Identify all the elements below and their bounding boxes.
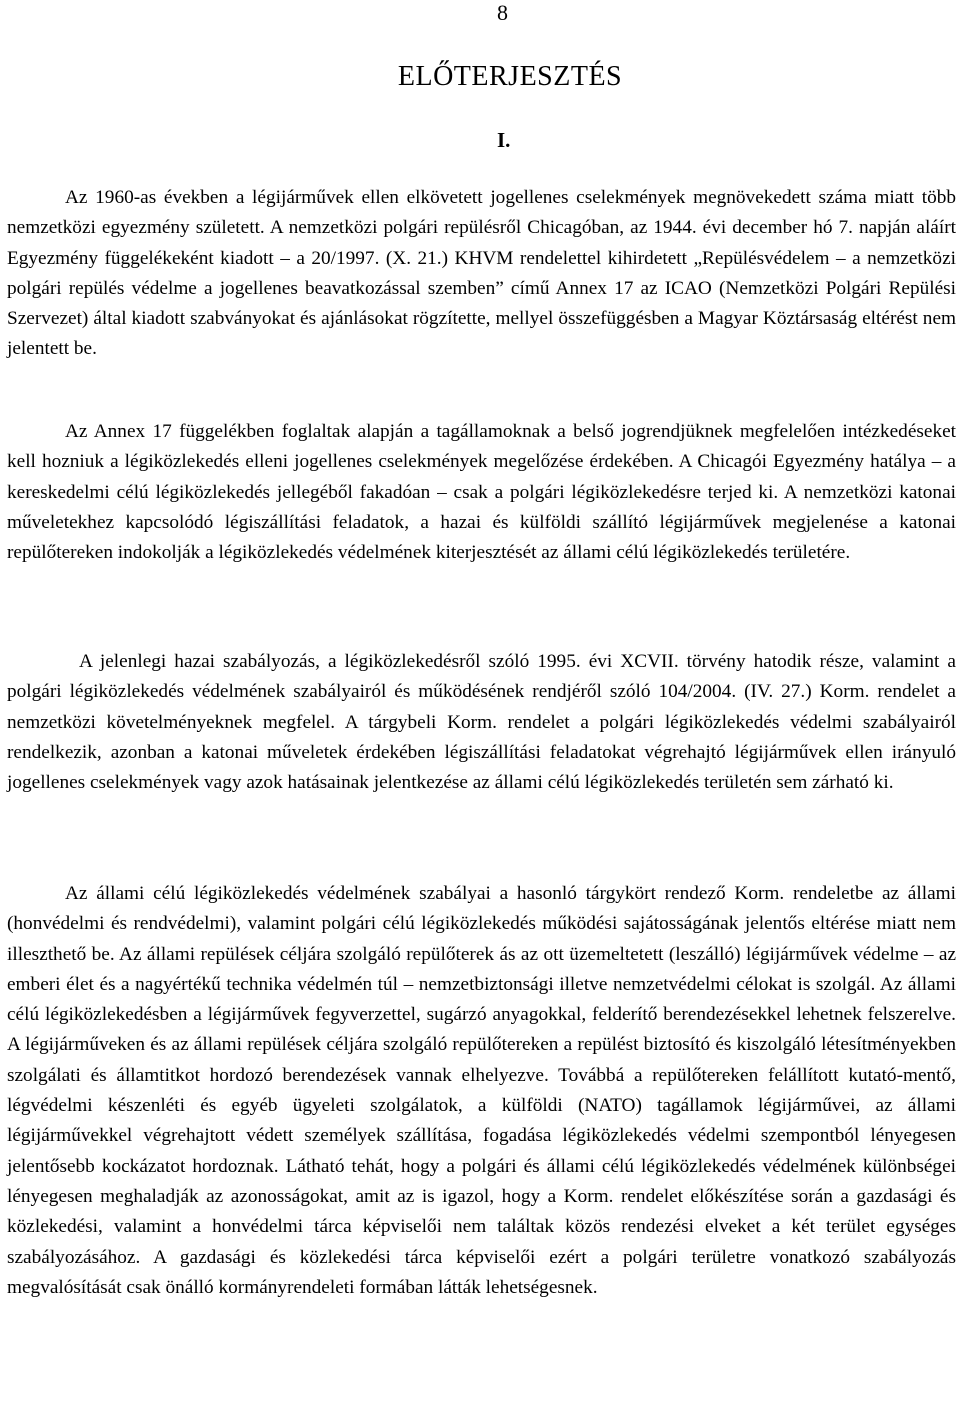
section-number: I. [497,128,511,152]
paragraph-1: Az 1960-as években a légijárművek ellen elkövetett jogellenes cselekmények megnövekedett száma miatt több nemzetközi egyezmény született. A nemzetközi polgári repülésről Chicagóban, az 1944. évi december hó 7. napján aláírt Egyezmény függelékeként kiadott – a 20/1997. (X. 21.) KHVM rendelettel kihirdetett „Repülésvédelem – a nemzetközi polgári repülés védelme a jogellenes beavatkozással szemben” című Annex 17 az ICAO (Nemzetközi Polgári Repülési Szervezet) által kiadott szabványokat és ajánlásokat rögzítette, mellyel összefüggésben a Magyar Köztársaság eltérést nem jelentett be. [7,187,956,360]
document-title: ELŐTERJESZTÉS [397,61,623,92]
paragraph-3: A jelenlegi hazai szabályozás, a légiközlekedésről szóló 1995. évi XCVII. törvény hatodik része, valamint a polgári légiközlekedés védelmének szabályairól és működésének rendjéről szóló 104/2004. (IV. 27.) Korm. rendelet a nemzetközi követelményeknek megfelel. A tárgybeli Korm. rendelet a polgári légiközlekedés védelmi szabályairól rendelkezik, azonban a katonai műveletek érdekében légiszállítási feladatokat végrehajtó légijárművek ellen irányuló jogellenes cselekmények vagy azok hatásainak jelentkezése az állami célú légiközlekedés területén sem zárható ki. [7,651,956,794]
paragraph-4: Az állami célú légiközlekedés védelmének szabályai a hasonló tárgykört rendező Korm. rendeletbe az állami (honvédelmi és rendvédelmi), valamint polgári célú légiközlekedés működési sajátosságának jelentős eltérése miatt nem illeszthető be. Az állami repülések céljára szolgáló repülőterek ás az ott üzemeltetett (leszálló) légijárművek védelme – az emberi élet és a nagyértékű technika védelmén túl – nemzetbiztonsági illetve nemzetvédelmi célokat is szolgál. Az állami célú légiközlekedésben a légijárművek fegyverzettel, sugárzó anyagokkal, felderítő berendezésekkel lehetnek felszerelve. A légijárműveken és az állami repülések céljára szolgáló repülőtereken a repülést biztosító és kiszolgáló létesítményekben szolgálati és államtitkot hordozó berendezések vannak elhelyezve. Továbbá a repülőtereken felállított kutató-mentő, légvédelmi készenléti és egyéb ügyeleti szolgálatok, a külföldi (NATO) tagállamok légijárművei, az állami légijárművekkel végrehajtott védett személyek szállítása, fogadása légiközlekedés védelmi szempontból lényegesen jelentősebb kockázatot hordoznak. Látható tehát, hogy a polgári és állami célú légiközlekedés védelmének különbségei lényegesen meghaladják az azonosságokat, amit az is igazol, hogy a Korm. rendelet előkészítése során a gazdasági és közlekedési, valamint a honvédelmi tárca képviselői nem találtak közös rendezési elveket a két terület egységes szabályozásához. A gazdasági és közlekedési tárca képviselői ezért a polgári területre vonatkozó szabályozás megvalósítását csak önálló kormányrendeleti formában látták lehetségesnek. [7,883,956,1298]
paragraph-2: Az Annex 17 függelékben foglaltak alapján a tagállamoknak a belső jogrendjüknek megfelelően intézkedéseket kell hozniuk a légiközlekedés elleni jogellenes cselekmények megelőzése érdekében. A Chicagói Egyezmény hatálya – a kereskedelmi célú légiközlekedés jellegéből fakadóan – csak a polgári légiközlekedésre terjed ki. A nemzetközi katonai műveletekhez kapcsolódó légiszállítási feladatok, a hazai és külföldi szállító légijárművek megjelenése a katonai repülőtereken indokolják a légiközlekedés védelmének kiterjesztését az állami célú légiközlekedés területére. [7,421,956,564]
page-number: 8 [497,0,508,25]
